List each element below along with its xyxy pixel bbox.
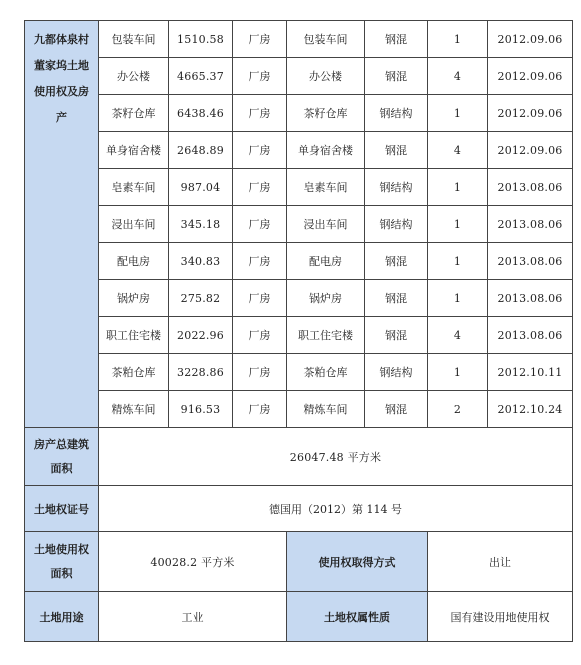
table-row bbox=[25, 354, 573, 391]
cell-floors: 1 bbox=[428, 354, 488, 391]
table-row bbox=[25, 280, 573, 317]
cell-date: 2012.09.06 bbox=[488, 132, 573, 169]
cell-name: 办公楼 bbox=[99, 58, 169, 95]
cell-date: 2013.08.06 bbox=[488, 280, 573, 317]
cell-date: 2012.10.11 bbox=[488, 354, 573, 391]
cell-floors: 4 bbox=[428, 58, 488, 95]
cell-type: 厂房 bbox=[233, 280, 287, 317]
cell-name: 茶粕仓库 bbox=[99, 354, 169, 391]
table-row bbox=[25, 169, 573, 206]
cell-name: 职工住宅楼 bbox=[99, 317, 169, 354]
property-section-label-line: 董家坞土地 bbox=[34, 59, 89, 72]
cell-type: 厂房 bbox=[233, 317, 287, 354]
cell-date: 2012.09.06 bbox=[488, 95, 573, 132]
land-area-label-line: 土地使用权 bbox=[34, 542, 89, 556]
cell-date: 2013.08.06 bbox=[488, 169, 573, 206]
cell-area: 3228.86 bbox=[169, 354, 233, 391]
property-table bbox=[24, 20, 573, 642]
land-area-label-line: 面积 bbox=[50, 566, 73, 580]
cell-structure: 钢结构 bbox=[365, 206, 428, 243]
land-use-label: 土地用途 bbox=[25, 592, 99, 642]
cell-use: 配电房 bbox=[287, 243, 365, 280]
cell-area: 345.18 bbox=[169, 206, 233, 243]
cell-structure: 钢结构 bbox=[365, 354, 428, 391]
certificate-value: 德国用（2012）第 114 号 bbox=[99, 486, 573, 532]
table-row bbox=[25, 95, 573, 132]
cell-floors: 2 bbox=[428, 391, 488, 428]
table-body bbox=[25, 21, 573, 642]
cell-type: 厂房 bbox=[233, 206, 287, 243]
cell-floors: 1 bbox=[428, 243, 488, 280]
cell-area: 275.82 bbox=[169, 280, 233, 317]
certificate-row bbox=[25, 486, 573, 532]
acquisition-method-label: 使用权取得方式 bbox=[287, 532, 428, 592]
land-area-label bbox=[25, 532, 99, 592]
cell-name: 配电房 bbox=[99, 243, 169, 280]
cell-type: 厂房 bbox=[233, 95, 287, 132]
total-area-row bbox=[25, 428, 573, 486]
table-row bbox=[25, 243, 573, 280]
acquisition-method-value: 出让 bbox=[428, 532, 573, 592]
cell-use: 锅炉房 bbox=[287, 280, 365, 317]
cell-floors: 1 bbox=[428, 21, 488, 58]
cell-name: 锅炉房 bbox=[99, 280, 169, 317]
cell-name: 单身宿舍楼 bbox=[99, 132, 169, 169]
cell-type: 厂房 bbox=[233, 391, 287, 428]
property-section-label-line: 九都体泉村 bbox=[34, 33, 89, 46]
cell-use: 办公楼 bbox=[287, 58, 365, 95]
cell-date: 2013.08.06 bbox=[488, 243, 573, 280]
ownership-nature-value: 国有建设用地使用权 bbox=[428, 592, 573, 642]
cell-type: 厂房 bbox=[233, 132, 287, 169]
table-row bbox=[25, 21, 573, 58]
cell-area: 2022.96 bbox=[169, 317, 233, 354]
cell-structure: 钢混 bbox=[365, 280, 428, 317]
cell-structure: 钢结构 bbox=[365, 95, 428, 132]
cell-area: 987.04 bbox=[169, 169, 233, 206]
cell-floors: 4 bbox=[428, 132, 488, 169]
cell-area: 6438.46 bbox=[169, 95, 233, 132]
cell-use: 浸出车间 bbox=[287, 206, 365, 243]
property-section-label-line: 产 bbox=[56, 111, 67, 124]
cell-name: 包装车间 bbox=[99, 21, 169, 58]
cell-structure: 钢结构 bbox=[365, 169, 428, 206]
total-area-label-line: 房产总建筑 bbox=[34, 437, 89, 451]
cell-name: 皂素车间 bbox=[99, 169, 169, 206]
cell-use: 精炼车间 bbox=[287, 391, 365, 428]
cell-use: 职工住宅楼 bbox=[287, 317, 365, 354]
cell-name: 浸出车间 bbox=[99, 206, 169, 243]
cell-structure: 钢混 bbox=[365, 317, 428, 354]
cell-structure: 钢混 bbox=[365, 391, 428, 428]
cell-use: 皂素车间 bbox=[287, 169, 365, 206]
table-row bbox=[25, 58, 573, 95]
cell-use: 茶粕仓库 bbox=[287, 354, 365, 391]
ownership-nature-label: 土地权属性质 bbox=[287, 592, 428, 642]
land-use-row bbox=[25, 592, 573, 642]
cell-use: 包装车间 bbox=[287, 21, 365, 58]
certificate-label: 土地权证号 bbox=[25, 486, 99, 532]
cell-name: 精炼车间 bbox=[99, 391, 169, 428]
cell-type: 厂房 bbox=[233, 21, 287, 58]
cell-date: 2013.08.06 bbox=[488, 206, 573, 243]
cell-structure: 钢混 bbox=[365, 132, 428, 169]
total-area-value: 26047.48 平方米 bbox=[99, 428, 573, 486]
cell-type: 厂房 bbox=[233, 243, 287, 280]
land-area-value: 40028.2 平方米 bbox=[99, 532, 287, 592]
property-section-label bbox=[25, 21, 99, 428]
table-row bbox=[25, 391, 573, 428]
cell-floors: 1 bbox=[428, 206, 488, 243]
cell-floors: 4 bbox=[428, 317, 488, 354]
total-area-label bbox=[25, 428, 99, 486]
cell-floors: 1 bbox=[428, 95, 488, 132]
cell-area: 340.83 bbox=[169, 243, 233, 280]
cell-structure: 钢混 bbox=[365, 58, 428, 95]
cell-type: 厂房 bbox=[233, 58, 287, 95]
cell-area: 1510.58 bbox=[169, 21, 233, 58]
cell-structure: 钢混 bbox=[365, 243, 428, 280]
table-row bbox=[25, 132, 573, 169]
cell-use: 单身宿舍楼 bbox=[287, 132, 365, 169]
cell-date: 2012.09.06 bbox=[488, 21, 573, 58]
cell-area: 4665.37 bbox=[169, 58, 233, 95]
cell-date: 2012.09.06 bbox=[488, 58, 573, 95]
cell-area: 2648.89 bbox=[169, 132, 233, 169]
cell-date: 2013.08.06 bbox=[488, 317, 573, 354]
cell-floors: 1 bbox=[428, 280, 488, 317]
cell-structure: 钢混 bbox=[365, 21, 428, 58]
cell-type: 厂房 bbox=[233, 169, 287, 206]
total-area-label-line: 面积 bbox=[50, 461, 73, 475]
cell-date: 2012.10.24 bbox=[488, 391, 573, 428]
cell-area: 916.53 bbox=[169, 391, 233, 428]
cell-use: 茶籽仓库 bbox=[287, 95, 365, 132]
land-area-row bbox=[25, 532, 573, 592]
table-row bbox=[25, 206, 573, 243]
cell-floors: 1 bbox=[428, 169, 488, 206]
cell-type: 厂房 bbox=[233, 354, 287, 391]
table-row bbox=[25, 317, 573, 354]
cell-name: 茶籽仓库 bbox=[99, 95, 169, 132]
property-section-label-line: 使用权及房 bbox=[34, 85, 89, 98]
land-use-value: 工业 bbox=[99, 592, 287, 642]
